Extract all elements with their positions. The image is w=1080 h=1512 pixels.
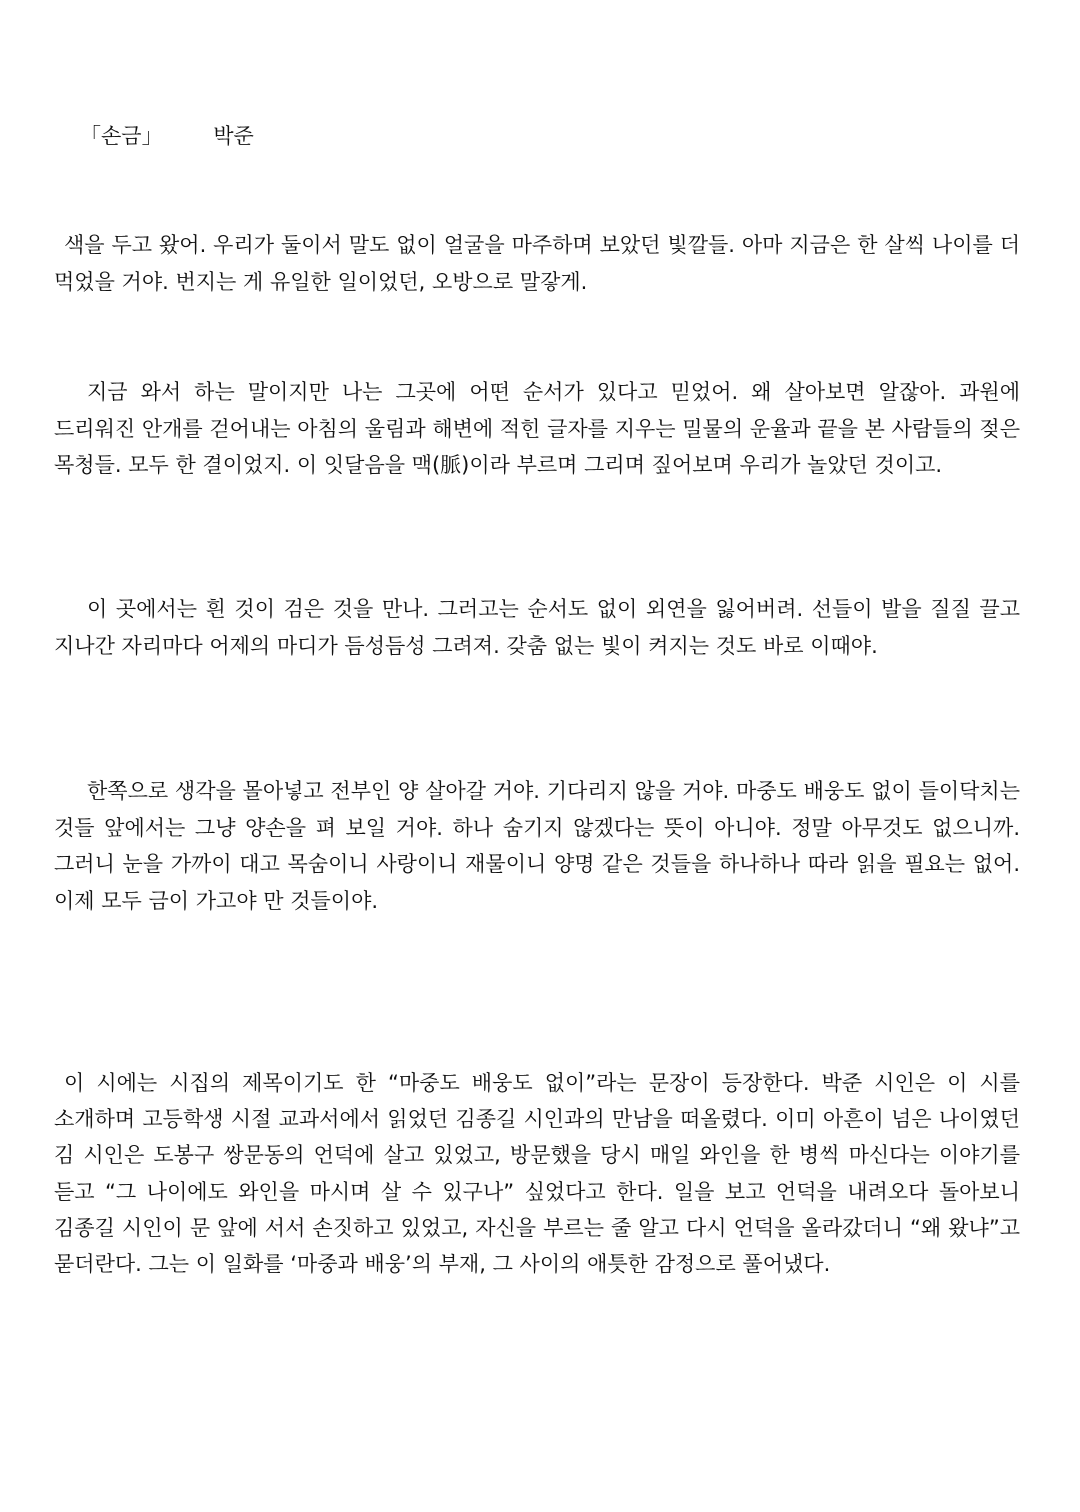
commentary-paragraph: 이 시에는 시집의 제목이기도 한 “마중도 배웅도 없이”라는 문장이 등장한다. 박준 시인은 이 시를 소개하며 고등학생 시절 교과서에서 읽었던 김종길 시인과의 만남을 떠올렸다. 이미 아흔이 넘은 나이였던 김 시인은 도봉구 쌍문동의 언덕에 살고 있었고, 방문했을 당시 매일 와인을 한 병씩 마신다는 이야기를 듣고 “그 나이에도 와인을 마시며 살 수 있구나” 싶었다고 한다. 일을 보고 언덕을 내려오다 돌아보니 김종길 시인이 문 앞에 서서 손짓하고 있었고, 자신을 부르는 줄 알고 다시 언덕을 올라갔더니 “왜 왔냐”고 묻더란다. 그는 이 일화를 ‘마중과 배웅’의 부재, 그 사이의 애틋한 감정으로 풀어냈다. — [54, 1071, 1020, 1277]
poem-stanza-4: 한쪽으로 생각을 몰아넣고 전부인 양 살아갈 거야. 기다리지 않을 거야. 마중도 배웅도 없이 들이닥치는 것들 앞에서는 그냥 양손을 펴 보일 거야. 하나 숨기지 않겠다는 뜻이 아니야. 정말 아무것도 없으니까. 그러니 눈을 가까이 대고 목숨이니 사랑이니 재물이니 양명 같은 것들을 하나하나 따라 읽을 필요는 없어. 이제 모두 금이 가고야 만 것들이야. — [54, 779, 1020, 913]
author-name: 박준 — [213, 124, 254, 148]
title-line — [80, 118, 254, 154]
poem-stanza-3: 이 곳에서는 흰 것이 검은 것을 만나. 그러고는 순서도 없이 외연을 잃어버려. 선들이 발을 질질 끌고 지나간 자리마다 어제의 마디가 듬성듬성 그려져. 갖춤 없는 빛이 켜지는 것도 바로 이때야. — [54, 597, 1020, 658]
poem-title: 「손금」 — [80, 124, 163, 148]
poem-stanza-2: 지금 와서 하는 말이지만 나는 그곳에 어떤 순서가 있다고 믿었어. 왜 살아보면 알잖아. 과원에 드리워진 안개를 걷어내는 아침의 울림과 해변에 적힌 글자를 지우는 밀물의 운율과 끝을 본 사람들의 젖은 목청들. 모두 한 결이었지. 이 잇달음을 맥(脈)이라 부르며 그리며 짚어보며 우리가 놀았던 것이고. — [54, 380, 1020, 477]
poem-stanza-1: 색을 두고 왔어. 우리가 둘이서 말도 없이 얼굴을 마주하며 보았던 빛깔들. 아마 지금은 한 살씩 나이를 더 먹었을 거야. 번지는 게 유일한 일이었던, 오방으로 말갛게. — [54, 233, 1020, 294]
